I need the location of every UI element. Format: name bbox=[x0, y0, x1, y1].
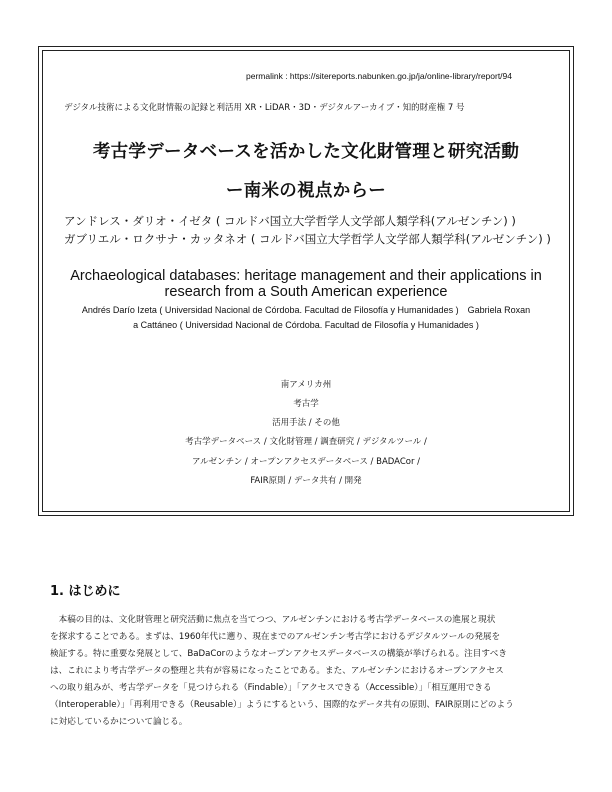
keyword-topics-1: 考古学データベース / 文化財管理 / 調査研究 / デジタルツール / bbox=[185, 437, 427, 447]
author-ja-2: ガブリエル・ロクサナ・カッタネオ ( コルドバ国立大学哲学人文学部人類学科(アルゼンチン) ) bbox=[64, 232, 551, 246]
author-english-line-1: Andrés Darío Izeta ( Universidad Nacional de Córdoba. Facultad de Filosofía y Humanidades ) Gabriela Roxan bbox=[81, 305, 531, 315]
body-line: 検証する。特に重要な発展として、BaDaCorのようなオープンアクセスデータベースの構築が挙げられる。注目すべき bbox=[50, 649, 507, 659]
title-english-line-2: research from a South American experience bbox=[164, 284, 448, 300]
series-title: デジタル技術による文化財情報の記録と利活用 XR・LiDAR・3D・デジタルアーカイブ・知的財産権 7 号 bbox=[64, 103, 465, 113]
body-line: 本稿の目的は、文化財管理と研究活動に焦点を当てつつ、アルゼンチンにおける考古学データベースの進展と現状 bbox=[50, 615, 496, 625]
keyword-topics-2: アルゼンチン / オープンアクセスデータベース / BADACor / bbox=[191, 457, 421, 467]
keyword-method: 活用手法 / その他 bbox=[272, 418, 340, 428]
body-line: への取り組みが、考古学データを「見つけられる（Findable）」「アクセスできる（Accessible）」「相互運用できる bbox=[50, 683, 492, 693]
body-line: に対応しているかについて論じる。 bbox=[50, 717, 188, 727]
title-japanese: 考古学データベースを活かした文化財管理と研究活動 bbox=[92, 142, 520, 162]
keyword-topics-3: FAIR原則 / データ共有 / 開発 bbox=[250, 476, 362, 486]
subtitle-japanese: ー南米の視点からー bbox=[225, 181, 387, 201]
keyword-region: 南アメリカ州 bbox=[280, 380, 332, 390]
author-english-line-2: a Cattáneo ( Universidad Nacional de Córdoba. Facultad de Filosofía y Humanidades ) bbox=[133, 320, 479, 330]
permalink[interactable]: permalink : https://sitereports.nabunken.go.jp/ja/online-library/report/94 bbox=[246, 71, 513, 81]
title-english-line-1: Archaeological databases: heritage management and their applications in bbox=[70, 268, 542, 284]
body-line: は、これにより考古学データの整理と共有が容易になったことである。また、アルゼンチンにおけるオープンアクセス bbox=[50, 666, 504, 676]
section-heading: 1. はじめに bbox=[50, 584, 121, 599]
keyword-period: 考古学 bbox=[293, 399, 319, 409]
body-line: を探求することである。まずは、1960年代に遡り、現在までのアルゼンチン考古学におけるデジタルツールの発展を bbox=[50, 632, 501, 642]
body-line: （Interoperable）」「再利用できる（Reusable）」ようにするという、国際的なデータ共有の原則、FAIR原則にどのよう bbox=[50, 700, 514, 710]
author-ja-1: アンドレス・ダリオ・イゼタ ( コルドバ国立大学哲学人文学部人類学科(アルゼンチン) ) bbox=[64, 214, 516, 228]
